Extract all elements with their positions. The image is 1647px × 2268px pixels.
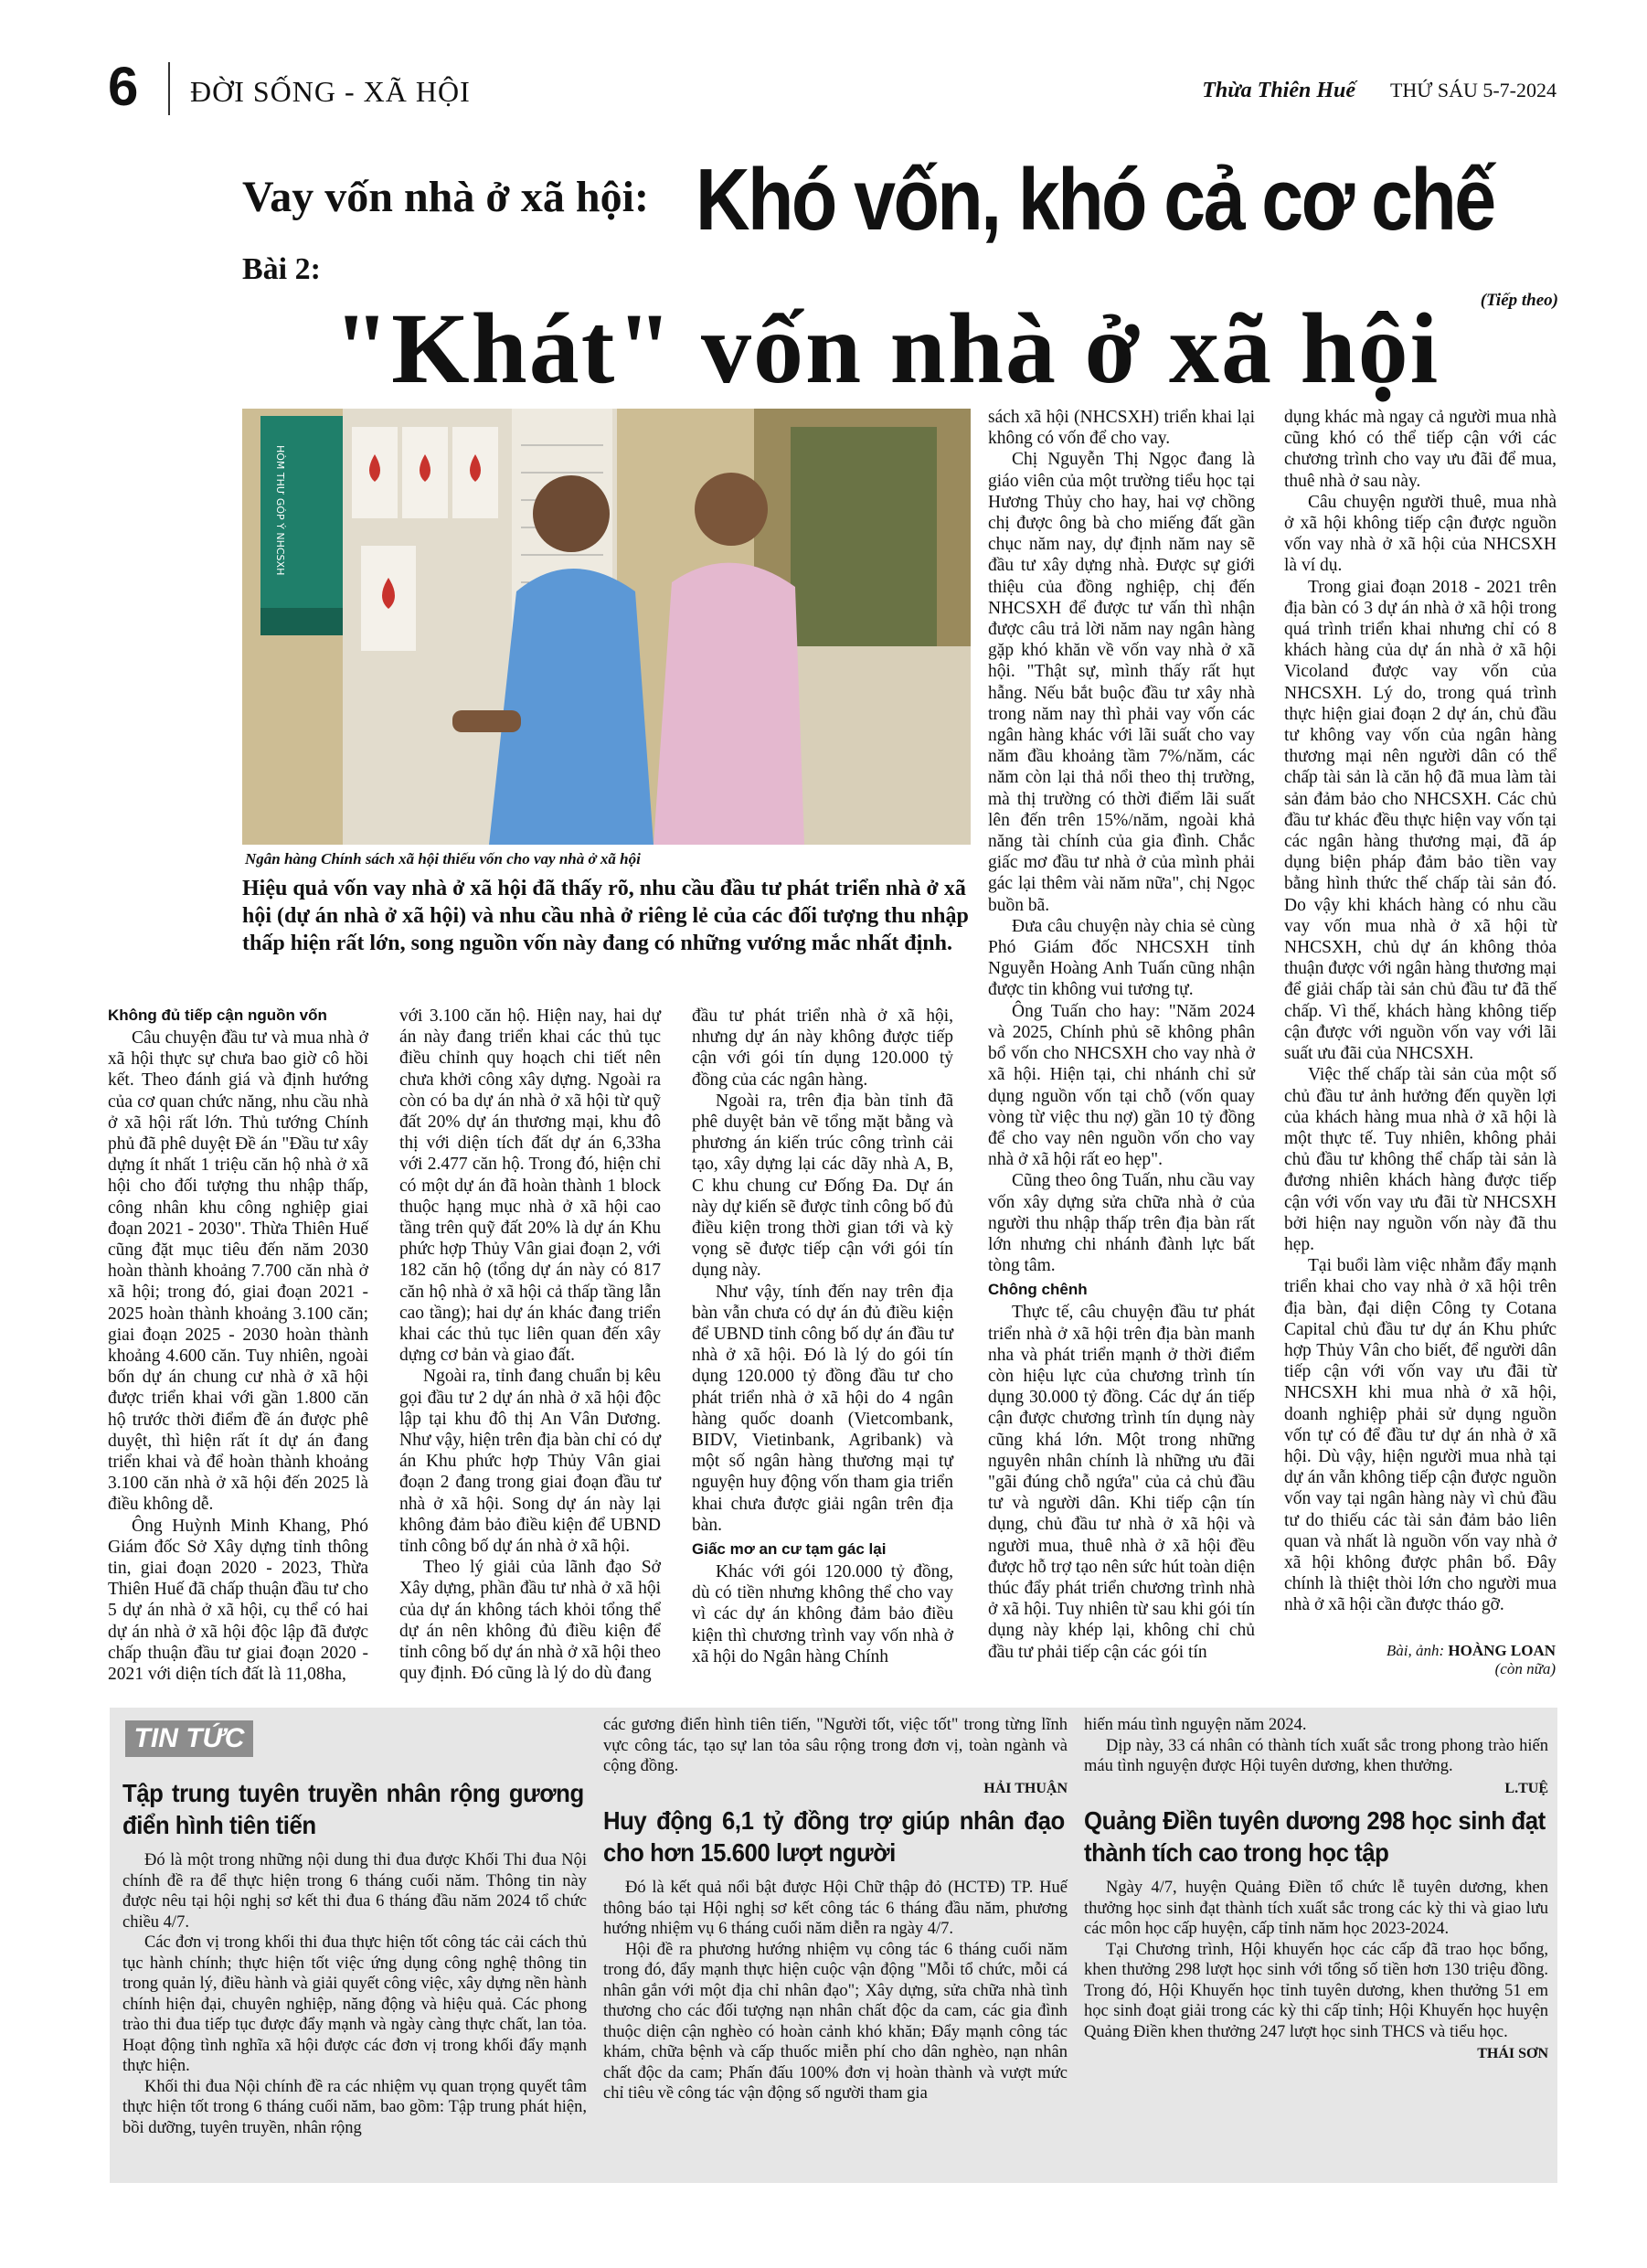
paragraph: Ông Huỳnh Minh Khang, Phó Giám đốc Sở Xây dựng tỉnh thông tin, giai đoạn 2020 - 2023, Thừa Thiên Huế đã chấp thuận đầu tư cho 5 dự án nhà ở xã hội, cụ thể có hai dự án nhà ở xã hội độc lập đã được chấp thuận đầu tư giai đoạn 2020 - 2021 với diện tích đất là 11,08ha, xyxy=(108,1516,368,1685)
issue-date: THỨ SÁU 5-7-2024 xyxy=(1389,79,1557,101)
newspaper-name: Thừa Thiên Huế xyxy=(1202,79,1355,102)
paragraph: Ngoài ra, tỉnh đang chuẩn bị kêu gọi đầu tư 2 dự án nhà ở xã hội độc lập tại khu đô thị An Vân Dương. Như vậy, hiện trên địa bàn chỉ có dự án Khu phức hợp Thủy Vân giai đoạn 2 đang trong giai đoạn đầu tư nhà ở xã hội. Song dự án này lại không đảm bảo điều kiện để UBND tỉnh công bố dự án nhà ở xã hội. xyxy=(399,1367,661,1557)
paragraph: Chị Nguyễn Thị Ngọc đang là giáo viên của một trường tiểu học tại Hương Thủy cho hay, hai vợ chồng chị được ông bà cho miếng đất gần chục năm nay, dự định năm nay sẽ đầu tư xây dựng nhà. Được sự giới thiệu của đồng nghiệp, chị đến NHCSXH để được tư vấn thì nhận được câu trả lời năm nay ngân hàng gặp khó khăn về vốn vay nhà ở xã hội. "Thật sự, mình thấy rất hụt hẫng. Nếu bắt buộc đầu tư xây nhà trong năm nay thì phải vay vốn các ngân hàng khác với lãi suất cho vay năm đầu khoảng tầm 7%/năm, các năm còn lại thả nổi theo thị trường, mà thị trường có thời điểm lãi suất lên đến trên 15%/năm, ngoài khả năng tài chính của gia đình. Chắc giấc mơ đầu tư nhà ở của mình phải gác lại thêm vài năm nữa", chị Ngọc buồn bã. xyxy=(988,450,1255,915)
paragraph: Dịp này, 33 cá nhân có thành tích xuất sắc trong phong trào hiến máu tình nguyện được Hội tuyên dương, khen thưởng. xyxy=(1084,1736,1548,1775)
article-byline xyxy=(1387,1642,1556,1678)
subheading-uncertain: Chông chênh xyxy=(988,1281,1088,1299)
article-column-4 xyxy=(988,407,1255,1663)
news-author: HẢI THUẬN xyxy=(983,1780,1068,1796)
headline-block xyxy=(242,151,1558,404)
headline-subtitle: "Khát" vốn nhà ở xã hội xyxy=(334,293,1440,404)
byline-prefix: Bài, ảnh: xyxy=(1386,1642,1449,1659)
article-column-3 xyxy=(692,1006,953,1667)
cabinet-label: HÒM THƯ GÓP Ý NHCSXH xyxy=(274,445,286,576)
headline-title: Khó vốn, khó cả cơ chế xyxy=(696,151,1494,249)
news-item-title: Tập trung tuyên truyền nhân rộng gương điển hình tiên tiến xyxy=(122,1779,584,1839)
paragraph: đầu tư phát triển nhà ở xã hội, nhưng dự án này không được tiếp cận với gói tín dụng 120.000 tỷ đồng của các ngân hàng. xyxy=(692,1006,953,1090)
section-name: ĐỜI SỐNG - XÃ HỘI xyxy=(190,75,471,108)
news-item-title: Quảng Điền tuyên dương 298 học sinh đạt thành tích cao trong học tập xyxy=(1084,1806,1546,1867)
paragraph: Câu chuyện người thuê, mua nhà ở xã hội không tiếp cận được nguồn vốn vay nhà ở xã hội của NHCSXH là ví dụ. xyxy=(1284,492,1557,576)
article-column-2 xyxy=(399,1006,661,1685)
news-item-1 xyxy=(122,1772,587,2138)
paragraph: Ông Tuấn cho hay: "Năm 2024 và 2025, Chính phủ sẽ không phân bổ vốn cho NHCSXH cho vay nhà ở xã hội. Hiện tại, chi nhánh chỉ sử dụng nguồn vốn tại chỗ (vốn quay vòng từ việc thu nợ) gần 10 tỷ đồng để cho vay nên nguồn vốn cho vay nhà ở xã hội rất eo hẹp". xyxy=(988,1001,1255,1170)
news-author: L.TUỆ xyxy=(1504,1780,1548,1796)
paragraph: Như vậy, tính đến nay trên địa bàn vẫn chưa có dự án đủ điều kiện để UBND tỉnh công bố dự án đầu tư nhà ở xã hội. Đó là lý do gói tín dụng 120.000 tỷ đồng đầu tư cho phát triển nhà ở xã hội do 4 ngân hàng quốc doanh (Vietcombank, BIDV, Vietinbank, Agribank) và một số ngân hàng thương mại tự nguyện huy động vốn tham gia triển khai chưa được giải ngân trên địa bàn. xyxy=(692,1282,953,1535)
man-right-shirt xyxy=(653,563,804,845)
paragraph: với 3.100 căn hộ. Hiện nay, hai dự án này đang triển khai các thủ tục điều chỉnh quy hoạch chi tiết nên chưa khởi công xây dựng. Ngoài ra còn có ba dự án nhà ở xã hội từ quỹ đất 20% dự án thương mại, khu đô thị với diện tích đất dự án 6,33ha với 2.477 căn hộ. Trong đó, hiện chỉ có một dự án đã hoàn thành 1 block thuộc hạng mục nhà ở xã hội cao tầng trên quỹ đất 20% là dự án Khu phức hợp Thủy Vân giai đoạn 2, với 182 căn hộ (tổng dự án này có 817 căn hộ nhà ở xã hội cả thấp tầng lẫn cao tầng); hai dự án khác đang triển khai các thủ tục liên quan đến xây dựng cơ bản và giao đất. xyxy=(399,1006,661,1366)
news-item-2 xyxy=(603,1715,1068,2104)
paragraph: Thực tế, câu chuyện đầu tư phát triển nhà ở xã hội trên địa bàn manh nha và phát triển mạnh ở thời điểm còn hiệu lực của chương trình tín dụng 30.000 tỷ đồng. Các dự án tiếp cận được chương trình tín dụng này cũng khá lớn. Một trong những nguyên nhân chính là những ưu đãi "gãi đúng chỗ ngứa" của cả chủ đầu tư và người dân. Khi tiếp cận tín dụng, chủ đầu tư nhà ở xã hội và người mua, thuê nhà ở xã hội đều được hỗ trợ tạo nên sức hút toàn diện thúc đẩy phát triển chương trình nhà ở xã hội. Tuy nhiên từ sau khi gói tín dụng này khép lại, không chỉ chủ đầu tư phải tiếp cận các gói tín xyxy=(988,1303,1255,1662)
page-number: 6 xyxy=(108,56,139,117)
man-left-head xyxy=(533,475,610,552)
news-box xyxy=(110,1708,1557,2183)
byline-author: HOÀNG LOAN xyxy=(1448,1642,1556,1659)
paragraph: Khối thi đua Nội chính đề ra các nhiệm vụ quan trọng quyết tâm thực hiện tốt trong 6 tháng cuối năm, bao gồm: Tập trung phát hiện, bồi dưỡng, tuyên truyền, nhân rộng xyxy=(122,2077,587,2137)
headline-kicker: Vay vốn nhà ở xã hội: xyxy=(242,173,649,221)
paragraph: Tại buổi làm việc nhằm đẩy mạnh triển khai cho vay nhà ở xã hội trên địa bàn, đại diện Công ty Cotana Capital chủ đầu tư dự án Khu phức hợp Thủy Vân cho biết, để người dân tiếp cận với vốn vay ưu đãi từ NHCSXH khi mua nhà ở xã hội, doanh nghiệp phải sử dụng nguồn vốn tự có để đầu tư dự án nhà ở xã hội. Dù vậy, hiện người mua nhà tại dự án vẫn không tiếp cận được nguồn vốn vay tại ngân hàng này vì chủ đầu tư do thiếu các tài sản đảm bảo liên quan và nhất là nguồn vốn vay nhà ở xã hội không được phân bổ. Đây chính là thiệt thòi lớn cho người mua nhà ở xã hội cần được tháo gỡ. xyxy=(1284,1256,1557,1615)
paragraph: Ngoài ra, trên địa bàn tỉnh đã phê duyệt bản vẽ tổng mặt bằng và phương án kiến trúc công trình cải tạo, xây dựng lại các dãy nhà A, B, C khu chung cư Đống Đa. Dự án này dự kiến sẽ được tỉnh công bố đủ điều kiện trong thời gian tới và kỳ vọng sẽ được tiếp cận với gói tín dụng này. xyxy=(692,1091,953,1281)
paragraph: Trong giai đoạn 2018 - 2021 trên địa bàn có 3 dự án nhà ở xã hội trong quá trình triển khai nhưng chỉ có 8 khách hàng của dự án nhà ở xã hội Vicoland được vay vốn của NHCSXH. Lý do, trong quá trình thực hiện giai đoạn 2 dự án, chủ đầu tư không vay vốn của ngân hàng thương mại nên người dân có thể chấp tài sản là căn hộ đã mua làm tài sản đảm bảo cho NHCSXH. Các chủ đầu tư khác đều thực hiện vay vốn tại các ngân hàng thương mại, đã áp dụng biện pháp đảm bảo tiền vay bằng hình thức thế chấp tài sản đó. Do vậy khi khách hàng có nhu cầu vay vốn mua nhà ở xã hội từ NHCSXH, chủ dự án không thỏa thuận được với ngân hàng thương mại để giải chấp tài sản chủ đầu tư đã thế chấp. Vì thế, khách hàng không tiếp cận được với nguồn vốn vay với lãi suất ưu đãi của NHCSXH. xyxy=(1284,577,1557,1064)
paragraph: Khác với gói 120.000 tỷ đồng, dù có tiền nhưng không thể cho vay vì các dự án không đảm bảo điều kiện thì chương trình vay vốn nhà ở xã hội do Ngân hàng Chính xyxy=(692,1562,953,1666)
article-column-1 xyxy=(108,1002,368,1685)
paragraph: Theo lý giải của lãnh đạo Sở Xây dựng, phần đầu tư nhà ở xã hội của dự án không tách khỏi tổng thể dự án nên không đủ điều kiện để tỉnh công bố dự án nhà ở xã hội theo quy định. Đó cũng là lý do dù đang xyxy=(399,1558,661,1684)
paragraph: Đó là kết quả nổi bật được Hội Chữ thập đỏ (HCTĐ) TP. Huế thông báo tại Hội nghị sơ kết công tác 6 tháng đầu năm, phương hướng nhiệm vụ 6 tháng cuối năm diễn ra ngày 4/7. xyxy=(603,1879,1068,1938)
headline-part: Bài 2: xyxy=(242,252,321,286)
news-label: TIN TỨC xyxy=(125,1720,253,1757)
continued-note: (Tiếp theo) xyxy=(1480,291,1558,310)
header-divider xyxy=(168,62,170,115)
paragraph: Câu chuyện đầu tư và mua nhà ở xã hội thực sự chưa bao giờ cô hồi kết. Theo đánh giá và định hướng của cơ quan chức năng, nhu cầu nhà ở xã hội rất lớn. Thủ tướng Chính phủ đã phê duyệt Đề án "Đầu tư xây dựng ít nhất 1 triệu căn hộ nhà ở xã hội cho đối tượng thu nhập thấp, công nhân khu công nghiệp giai đoạn 2021 - 2030". Thừa Thiên Huế cũng đặt mục tiêu đến năm 2030 hoàn thành khoảng 7.700 căn nhà ở xã hội; trong đó, giai đoạn 2021 - 2025 hoàn thành khoảng 3.100 căn; giai đoạn 2025 - 2030 hoàn thành khoảng 4.600 căn. Tuy nhiên, ngoài bốn dự án chung cư nhà ở xã hội được triển khai với gần 1.800 căn hộ trước thời điểm đề án được phê duyệt, thì hiện rất ít dự án đang triển khai và để hoàn thành khoảng 3.100 căn nhà ở xã hội đến 2025 là điều không dễ. xyxy=(108,1028,368,1515)
paragraph: dụng khác mà ngay cả người mua nhà cũng khó có thể tiếp cận với các chương trình cho vay ưu đãi để mua, thuê nhà ở sau này. xyxy=(1284,408,1557,491)
paragraph: sách xã hội (NHCSXH) triển khai lại không có vốn để cho vay. xyxy=(988,408,1255,449)
subheading-dream: Giấc mơ an cư tạm gác lại xyxy=(692,1540,887,1559)
paragraph: Việc thế chấp tài sản của một số chủ đầu tư ảnh hưởng đến quyền lợi của khách hàng mua nhà ở xã hội là một thực tế. Tuy nhiên, không phải chủ đầu tư không thể chấp tài sản là đương nhiên khách hàng được tiếp cận với vốn vay ưu đãi từ NHCSXH bởi hiện nay nguồn vốn này đã thu hẹp. xyxy=(1284,1065,1557,1254)
news-item-title: Huy động 6,1 tỷ đồng trợ giúp nhân đạo cho hơn 15.600 lượt người xyxy=(603,1806,1065,1867)
photo-illustration xyxy=(242,409,971,845)
paragraph: Đó là một trong những nội dung thi đua được Khối Thi đua Nội chính đề ra để thực hiện trong 6 tháng cuối năm. Thông tin này được nêu tại hội nghị sơ kết thi đua 6 tháng đầu năm 2024 tổ chức chiều 4/7. xyxy=(122,1851,587,1932)
mailbox-cabinet xyxy=(260,416,343,608)
paragraph: Các đơn vị trong khối thi đua thực hiện tốt công tác cải cách thủ tục hành chính; thực hiện tốt việc ứng dụng công nghệ thông tin trong quản lý, điều hành và giải quyết công việc, xây dựng nền hành chính hiện đại, chuyên nghiệp, năng động và hiệu quả. Các phong trào thi đua tiếp tục được đẩy mạnh và ngày càng thực chất, lan tỏa. Hoạt động tình nghĩa xã hội được các đơn vị trong khối đẩy mạnh thực hiện. xyxy=(122,1933,587,2075)
news-item-3 xyxy=(1084,1715,1548,2065)
article-lead: Hiệu quả vốn vay nhà ở xã hội đã thấy rõ, nhu cầu đầu tư phát triển nhà ở xã hội (dự án nhà ở xã hội) và nhu cầu nhà ở riêng lẻ của các đối tượng thu nhập thấp hiện rất lớn, song nguồn vốn này đang có những vướng mắc nhất định. xyxy=(242,877,969,955)
paragraph: Đưa câu chuyện này chia sẻ cùng Phó Giám đốc NHCSXH tỉnh Nguyễn Hoàng Anh Tuấn cũng nhận được tin không vui tương tự. xyxy=(988,916,1255,1000)
photo-caption: Ngân hàng Chính sách xã hội thiếu vốn cho vay nhà ở xã hội xyxy=(245,850,641,868)
paragraph: Ngày 4/7, huyện Quảng Điền tổ chức lễ tuyên dương, khen thưởng học sinh đạt thành tích xuất sắc trong các kỳ thi và giao lưu các môn học cấp huyện, cấp tỉnh năm học 2023-2024. xyxy=(1084,1879,1548,1938)
subheading-access: Không đủ tiếp cận nguồn vốn xyxy=(108,1006,327,1024)
paragraph: các gương điển hình tiên tiến, "Người tốt, việc tốt" trong từng lĩnh vực công tác, tạo sự lan tỏa sâu rộng trong đơn vị, toàn ngành và cộng đồng. xyxy=(603,1716,1068,1775)
man-right-head xyxy=(695,473,768,546)
byline-note: (còn nữa) xyxy=(1494,1660,1556,1677)
article-column-5 xyxy=(1284,407,1557,1616)
news-author: THÁI SƠN xyxy=(1477,2046,1548,2061)
page-header xyxy=(108,55,1557,119)
paragraph: hiến máu tình nguyện năm 2024. xyxy=(1084,1716,1307,1734)
article-photo xyxy=(242,409,971,845)
paragraph: Hội đề ra phương hướng nhiệm vụ công tác 6 tháng cuối năm trong đó, đẩy mạnh thực hiện cuộc vận động "Mỗi tổ chức, mỗi cá nhân gắn với một địa chỉ nhân đạo"; Xây dựng, sửa chữa nhà tình thương cho các đối tượng nạn nhân chất độc da cam, các gia đình thuộc diện cận nghèo có hoàn cảnh khó khăn; Đẩy mạnh công tác khám, chữa bệnh và cấp thuốc miễn phí cho dân nghèo, nạn nhân chất độc da cam; Phấn đấu 100% đơn vị hoàn thành và vượt mức chỉ tiêu về công tác vận động số người tham gia xyxy=(603,1940,1068,2103)
paragraph: Cũng theo ông Tuấn, nhu cầu vay vốn xây dựng sửa chữa nhà ở của người thu nhập thấp trên địa bàn rất lớn nhưng chi nhánh đành lực bất tòng tâm. xyxy=(988,1171,1255,1276)
paragraph: Tại Chương trình, Hội khuyến học các cấp đã trao học bổng, khen thưởng 298 lượt học sinh với tổng số tiền hơn 130 triệu đồng. Trong đó, Hội Khuyến học tỉnh tuyên dương, khen thưởng 51 em học sinh đoạt giải trong các kỳ thi cấp tỉnh; Hội Khuyến học huyện Quảng Điền khen thưởng 247 lượt học sinh THCS và tiểu học. xyxy=(1084,1940,1548,2041)
